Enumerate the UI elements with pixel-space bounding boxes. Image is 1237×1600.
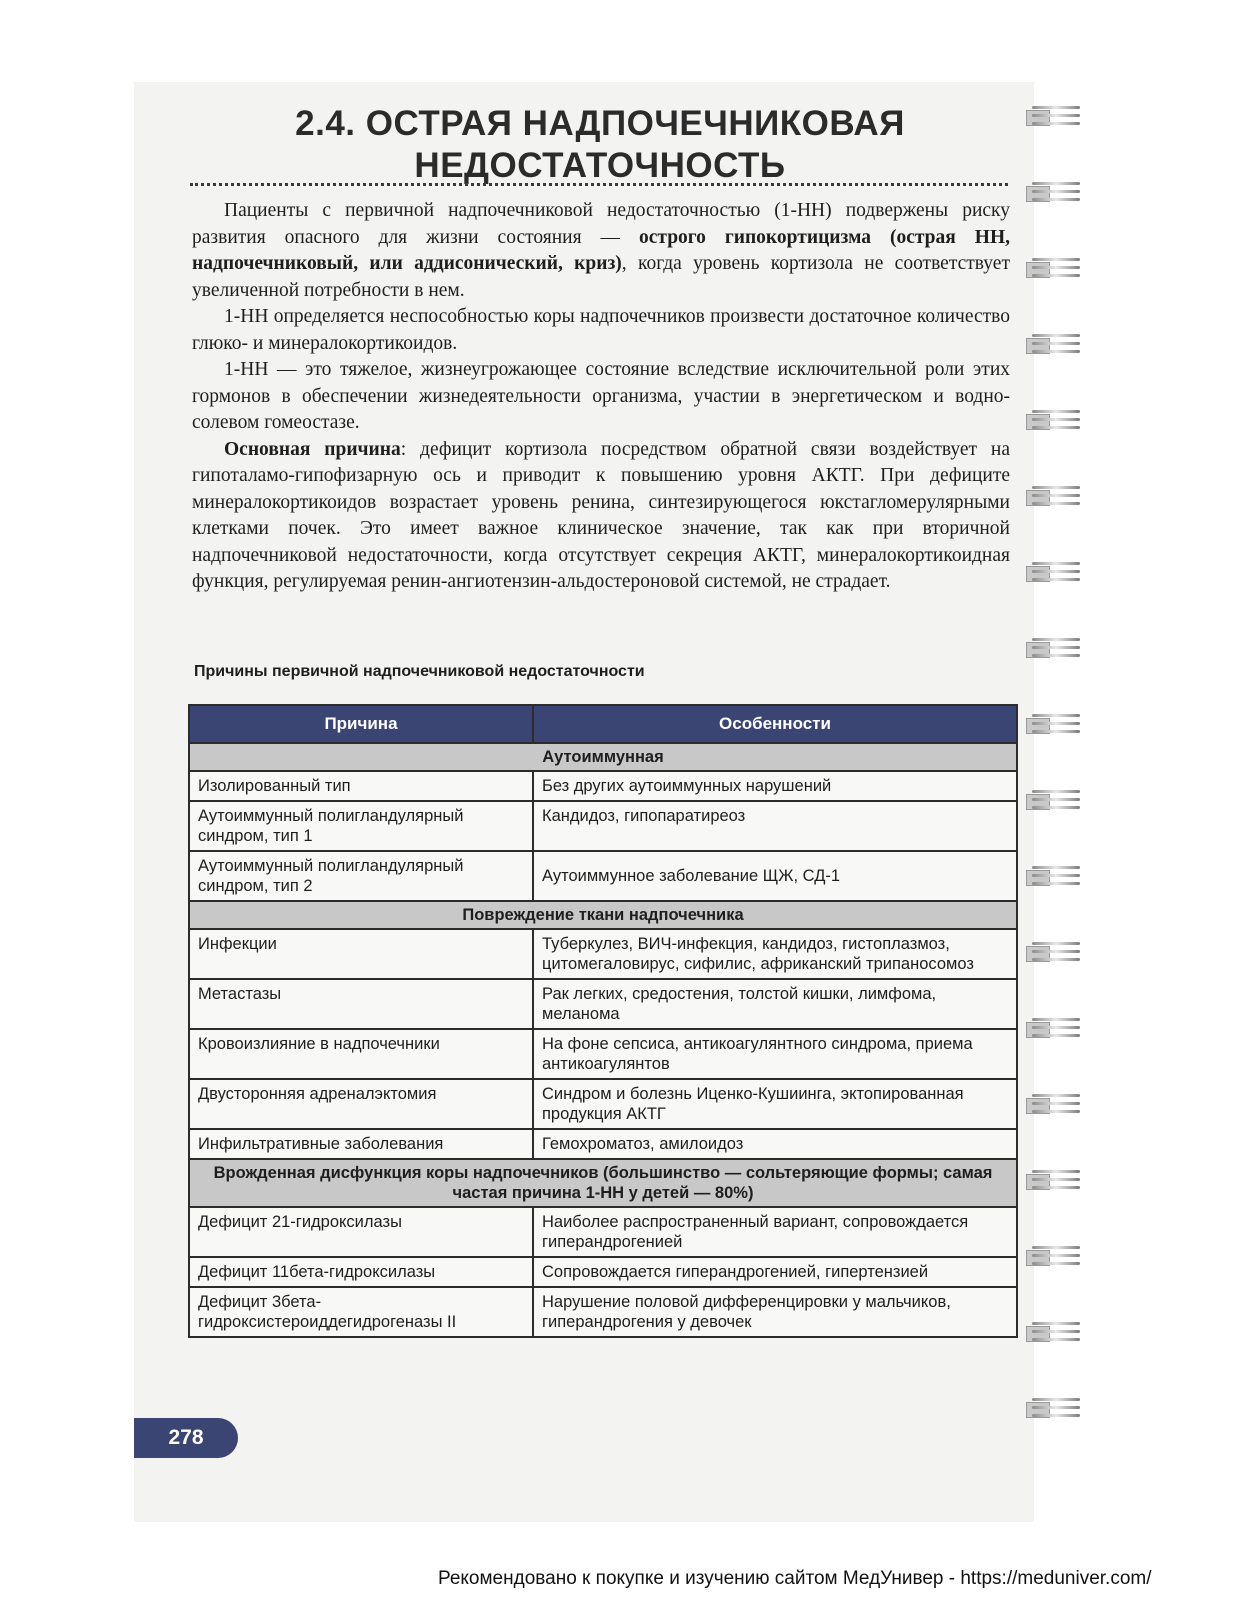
- binding-coil: [1024, 328, 1078, 364]
- cell-cause: Аутоиммунный полигландулярный синдром, тип 2: [189, 851, 533, 901]
- table-row: [189, 1207, 1017, 1257]
- causes-table: [188, 704, 1018, 1338]
- cell-cause: Изолированный тип: [189, 771, 533, 801]
- cell-features: Сопровождается гиперандрогенией, гипертензией: [533, 1257, 1017, 1287]
- cell-cause: Инфекции: [189, 929, 533, 979]
- paragraph-1: [192, 198, 1010, 304]
- cell-cause: Дефицит 21-гидроксилазы: [189, 1207, 533, 1257]
- group-congenital: Врожденная дисфункция коры надпочечников (большинство — сольтеряющие формы; самая частая причина 1-НН у детей — 80%): [189, 1159, 1017, 1207]
- table-row: [189, 1129, 1017, 1159]
- table-row: [189, 1287, 1017, 1337]
- section-title-line1: 2.4. ОСТРАЯ НАДПОЧЕЧНИКОВАЯ: [295, 104, 905, 143]
- paragraph-4-bold: Основная причина: [224, 438, 401, 460]
- paragraph-3: 1-НН — это тяжелое, жизнеугрожающее состояние вследствие исключительной роли этих гормонов в обеспечении жизнедеятельности организма, участии в энергетическом и водно-солевом гомеостазе.: [192, 359, 1010, 433]
- binding-coil: [1024, 252, 1078, 288]
- table-row: [189, 801, 1017, 851]
- table-group-row: [189, 743, 1017, 771]
- table-row: [189, 1029, 1017, 1079]
- binding-coil: [1024, 1088, 1078, 1124]
- binding-coil: [1024, 784, 1078, 820]
- table-header-row: [189, 705, 1017, 743]
- table-caption: Причины первичной надпочечниковой недостаточности: [194, 663, 645, 680]
- table-row: [189, 1257, 1017, 1287]
- table-row: [189, 1079, 1017, 1129]
- table-group-row: [189, 1159, 1017, 1207]
- section-title-line2: НЕДОСТАТОЧНОСТЬ: [414, 146, 786, 185]
- binding-coil: [1024, 1012, 1078, 1048]
- binding-coil: [1024, 404, 1078, 440]
- page-number: 278: [134, 1418, 238, 1458]
- header-cause: Причина: [189, 705, 533, 743]
- spiral-binding: [1024, 100, 1082, 1480]
- paragraph-1-bold: острого гипокортицизма (острая НН, надпочечниковый, или аддисонический, криз): [192, 226, 1010, 274]
- cell-features: Рак легких, средостения, толстой кишки, лимфома, меланома: [533, 979, 1017, 1029]
- cell-cause: Кровоизлияние в надпочечники: [189, 1029, 533, 1079]
- binding-coil: [1024, 1240, 1078, 1276]
- cell-cause: Аутоиммунный полигландулярный синдром, тип 1: [189, 801, 533, 851]
- binding-coil: [1024, 1316, 1078, 1352]
- table-row: [189, 851, 1017, 901]
- binding-coil: [1024, 480, 1078, 516]
- cell-cause: Инфильтративные заболевания: [189, 1129, 533, 1159]
- group-tissue-damage: Повреждение ткани надпочечника: [189, 901, 1017, 929]
- footer-note: Рекомендовано к покупке и изучению сайтом МедУнивер - https://meduniver.com/: [438, 1568, 1152, 1589]
- cell-features: Кандидоз, гипопаратиреоз: [533, 801, 1017, 851]
- paragraph-4-text: : дефицит кортизола посредством обратной связи воздействует на гипоталамо-гипофизарную ось и приводит к повышению уровня АКТГ. При дефиците минералокортикоидов возрастает уровень ренина, синтезирующегося юкстагломерулярными клетками почек. Это имеет важное клиническое значение, так как при вторичной надпочечниковой недостаточности, когда отсутствует секреция АКТГ, минералокортикоидная функция, регулируемая ренин-ангиотензин-альдостероновой системой, не страдает.: [192, 438, 1010, 592]
- binding-coil: [1024, 556, 1078, 592]
- cell-cause: Метастазы: [189, 979, 533, 1029]
- binding-coil: [1024, 176, 1078, 212]
- binding-coil: [1024, 708, 1078, 744]
- cell-features: Без других аутоиммунных нарушений: [533, 771, 1017, 801]
- binding-coil: [1024, 936, 1078, 972]
- paragraph-1-text-c: , когда уровень кортизола не соответствует увеличенной потребности в нем.: [192, 253, 1010, 301]
- table-row: [189, 979, 1017, 1029]
- cell-features: Туберкулез, ВИЧ-инфекция, кандидоз, гистоплазмоз, цитомегаловирус, сифилис, африканский трипаносомоз: [533, 929, 1017, 979]
- cell-cause: Дефицит 3бета-гидроксистероиддегидрогеназы II: [189, 1287, 533, 1337]
- cell-features: Аутоиммунное заболевание ЩЖ, СД-1: [533, 851, 1017, 901]
- header-features: Особенности: [533, 705, 1017, 743]
- paragraph-1-text-a: Пациенты с первичной надпочечниковой недостаточностью (1-НН) подвержены риску развития опасного для жизни состояния —: [192, 200, 1010, 248]
- binding-coil: [1024, 860, 1078, 896]
- binding-coil: [1024, 100, 1078, 136]
- paragraph-2: 1-НН определяется неспособностью коры надпочечников произвести достаточное количество глюко- и минералокортикоидов.: [192, 306, 1010, 354]
- table-row: [189, 929, 1017, 979]
- cell-cause: Дефицит 11бета-гидроксилазы: [189, 1257, 533, 1287]
- cell-features: Синдром и болезнь Иценко-Кушиинга, эктопированная продукция АКТГ: [533, 1079, 1017, 1129]
- cell-features: Наиболее распространенный вариант, сопровождается гиперандрогенией: [533, 1207, 1017, 1257]
- body-text: [192, 198, 1010, 596]
- paragraph-4: [192, 437, 1010, 596]
- binding-coil: [1024, 632, 1078, 668]
- table-row: [189, 771, 1017, 801]
- binding-coil: [1024, 1392, 1078, 1428]
- cell-features: Гемохроматоз, амилоидоз: [533, 1129, 1017, 1159]
- binding-coil: [1024, 1164, 1078, 1200]
- cell-features: На фоне сепсиса, антикоагулянтного синдрома, приема антикоагулянтов: [533, 1029, 1017, 1079]
- cell-cause: Двусторонняя адреналэктомия: [189, 1079, 533, 1129]
- table-group-row: [189, 901, 1017, 929]
- cell-features: Нарушение половой дифференцировки у мальчиков, гиперандрогения у девочек: [533, 1287, 1017, 1337]
- dotted-divider: [190, 183, 1008, 186]
- group-autoimmune: Аутоиммунная: [189, 743, 1017, 771]
